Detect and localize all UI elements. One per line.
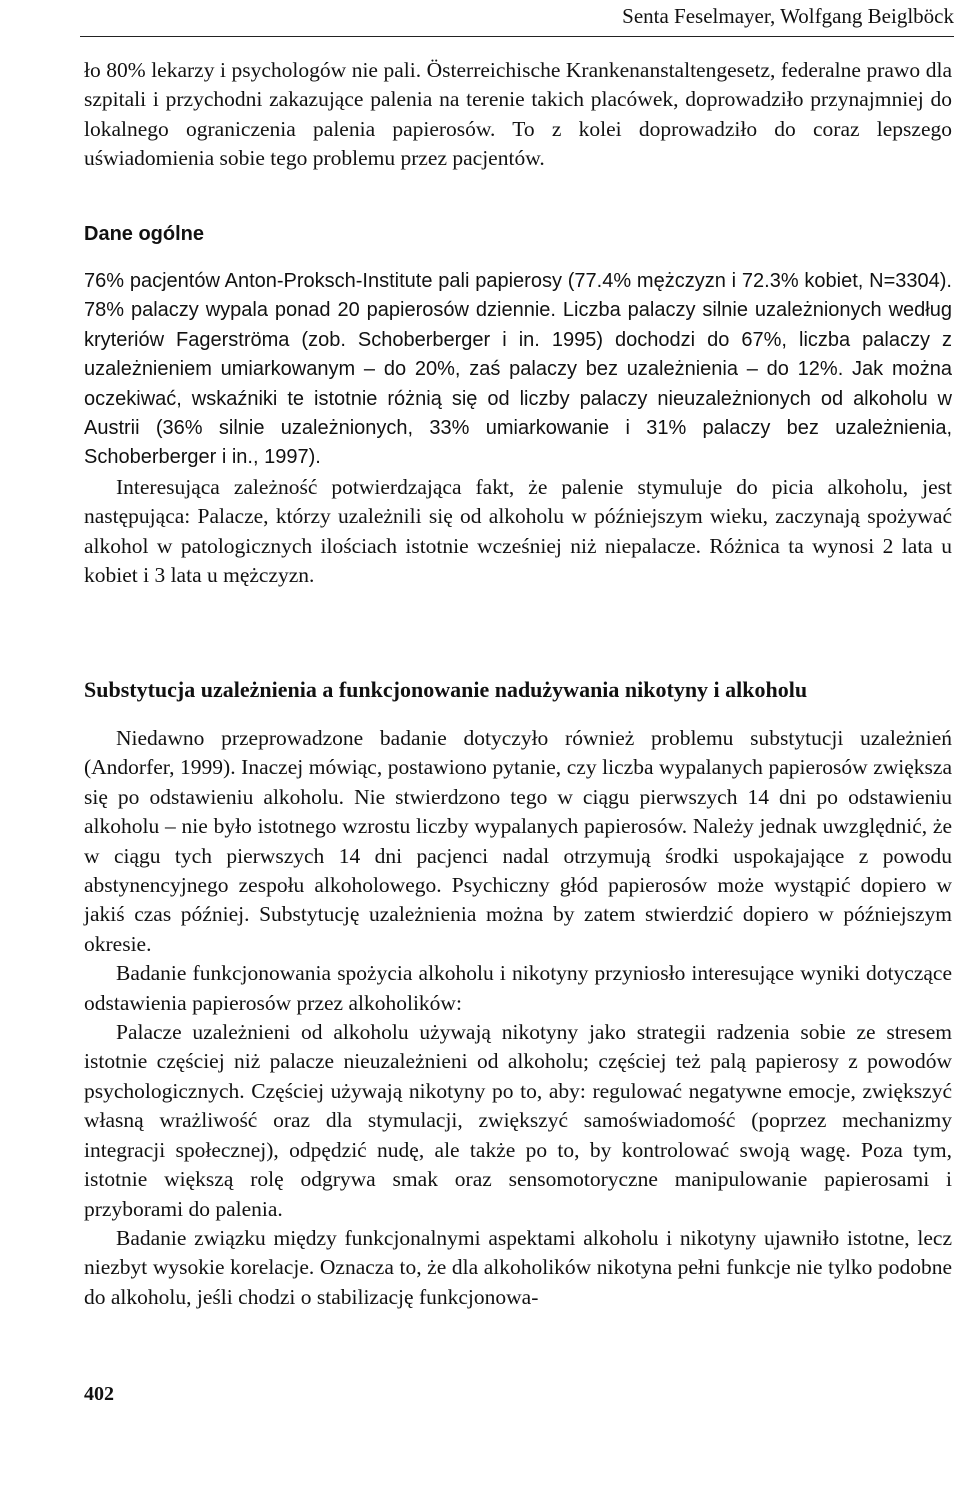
section-heading-dane-ogolne: Dane ogólne [84,223,205,245]
section-dane-ogolne-body [84,267,952,590]
section-heading-substytucja: Substytucja uzależnienia a funkcjonowanie nadużywania nikotyny i alkoholu [84,677,808,702]
paragraph-dane-ogolne-2: Interesująca zależność potwierdzająca fakt, że palenie stymuluje do picia alkoholu, jest następująca: Palacze, którzy uzależnili się od alkoholu w późniejszym wieku, zaczynają spożywać alkohol w patologicznych ilościach istotnie wcześniej niż niepalacze. Różnica ta wynosi 2 lata u kobiet i 3 lata u mężczyzn. [84,474,952,588]
section-dane-ogolne [84,220,952,248]
header-rule [80,36,954,37]
paragraph-intro: ło 80% lekarzy i psychologów nie pali. Österreichische Krankenanstaltengesetz, federalne prawo dla szpitali i przychodni zakazujące palenia na terenie takich placówek, doprowadziło przynajmniej do lokalnego ograniczenia palenia papierosów. To z kolei doprowadziło do coraz lepszego uświadomienia sobie tego problemu przez pacjentów. [84,58,952,171]
paragraph-intro-block [84,56,952,174]
page-number: 402 [84,1383,114,1405]
section-substytucja-body [84,724,952,1312]
section-substytucja [84,676,952,704]
paragraph-dane-ogolne-1: 76% pacjentów Anton-Proksch-Institute pali papierosy (77.4% mężczyzn i 72.3% kobiet, N=3304). 78% palaczy wypala ponad 20 papierosów dziennie. Liczba palaczy silnie uzależnionych według kryteriów Fagerströma (zob. Schoberberger i in. 1995) dochodzi do 67%, liczba palaczy z uzależnieniem umiarkowanym – do 20%, zaś palaczy bez uzależnienia – do 12%. Jak można oczekiwać, wskaźniki te istotnie różnią się od liczby palaczy nieuzależnionych od alkoholu w Austrii (36% silnie uzależnionych, 33% umiarkowanie i 31% palaczy bez uzależnienia, Schoberberger i in., 1997). [84,270,952,469]
paragraph-substytucja-3: Palacze uzależnieni od alkoholu używają nikotyny jako strategii radzenia sobie ze stresem istotnie częściej niż palacze nieuzależnieni od alkoholu; częściej też palą papierosy z powodów psychologicznych. Częściej używają nikotyny po to, aby: regulować negatywne emocje, zwiększyć własną wrażliwość oraz dla stymulacji, zwiększyć samoświadomość (poprzez mechanizmy integracji społecznej), odpędzić nudę, ale także po to, by kontrolować swoją wagę. Poza tym, istotnie większą rolę odgrywa smak oraz sensomotoryczne manipulowanie papierosami i przyborami do palenia. [84,1020,952,1221]
paragraph-substytucja-4: Badanie związku między funkcjonalnymi aspektami alkoholu i nikotyny ujawniło istotne, lecz niezbyt wysokie korelacje. Oznacza to, że dla alkoholików nikotyna pełni funkcje nie tylko podobne do alkoholu, jeśli chodzi o stabilizację funkcjonowa- [84,1225,952,1309]
paragraph-substytucja-2: Badanie funkcjonowania spożycia alkoholu i nikotyny przyniosło interesujące wyniki dotyczące odstawienia papierosów przez alkoholików: [84,961,952,1015]
paragraph-substytucja-1: Niedawno przeprowadzone badanie dotyczyło również problemu substytucji uzależnień (Andorfer, 1999). Inaczej mówiąc, postawiono pytanie, czy liczba wypalanych papierosów zwiększa się po odstawieniu alkoholu. Nie stwierdzono tego w ciągu pierwszych 14 dni po odstawieniu alkoholu – nie było istotnego wzrostu liczby wypalanych papierosów. Należy jednak uwzględnić, że w ciągu tych pierwszych 14 dni pacjenci nadal otrzymują środki uspokajające z powodu abstynencyjnego zespołu alkoholowego. Psychiczny głód papierosów może wystąpić dopiero w jakiś czas później. Substytucję uzależnienia można by zatem stwierdzić dopiero w późniejszym okresie. [84,726,952,956]
running-head: Senta Feselmayer, Wolfgang Beiglböck [622,4,954,28]
